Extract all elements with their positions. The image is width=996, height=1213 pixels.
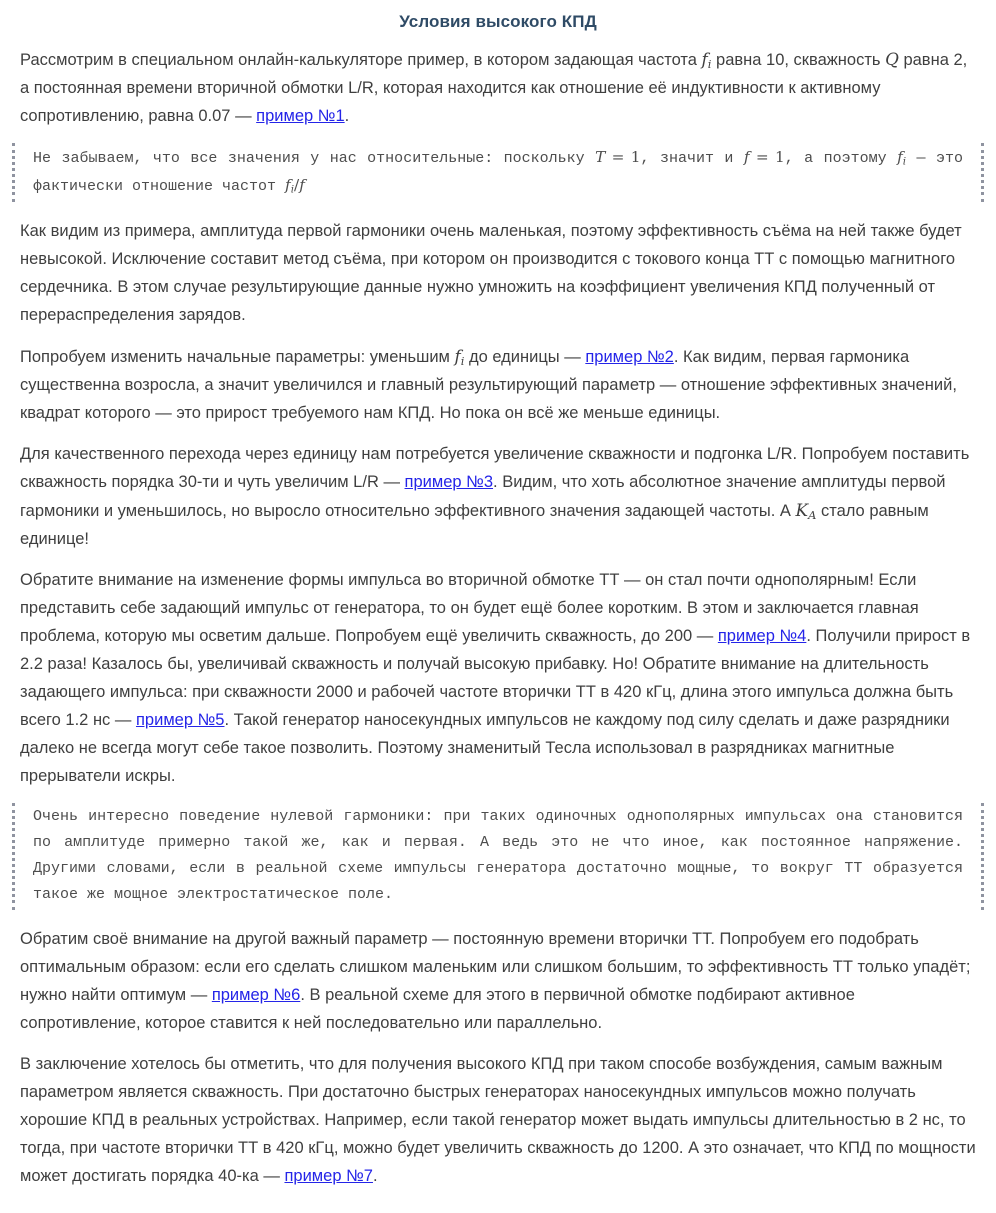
math-inline	[454, 346, 464, 366]
math-subscript: i	[902, 155, 907, 168]
text-run: Рассмотрим в специальном онлайн-калькуляторе пример, в котором задающая частота	[20, 51, 702, 69]
text-run: равна 10, скважность	[711, 51, 886, 69]
math-subscript: i	[460, 353, 465, 368]
text-run: . Как видим, первая гармоника существенна возросла, а значит увеличился и главный результирующий параметр — отношение эффективных значений, квадрат которого — это прирост требуемого нам КПД. Но пока он всё же меньше единицы.	[20, 348, 957, 422]
math-inline	[796, 500, 817, 520]
note-quote	[12, 143, 984, 202]
example-link[interactable]: пример №5	[135, 711, 225, 729]
text-run: Обратим своё внимание на другой важный параметр — постоянную времени вторички ТТ. Попробуем его подобрать оптимальным образом: если его сделать слишком маленьким или слишком большим, то эффективность ТТ только упадёт; нужно найти оптимум —	[20, 930, 971, 1004]
example-link[interactable]: пример №1	[256, 107, 345, 125]
text-run: Очень интересно поведение нулевой гармоники: при таких одиночных однополярных импульсах она становится по амплитуде примерно такой же, как и первая. А ведь это не что иное, как постоянное напряжение. Другими словами, если в реальной схеме импульсы генератора достаточно мощные, то вокруг ТТ образуется такое же мощное электростатическое поле.	[33, 808, 963, 903]
math-inline	[285, 176, 305, 194]
note-quote	[12, 803, 984, 910]
math-symbol: f	[743, 148, 750, 166]
math-symbol: T	[595, 148, 606, 166]
math-inline	[744, 148, 785, 166]
math-symbol: f	[454, 346, 461, 366]
paragraph	[20, 925, 976, 1037]
text-run: Обратите внимание на изменение формы импульса во вторичной обмотке ТТ — он стал почти однополярным! Если представить себе задающий импульс от генератора, то он будет ещё более коротким. В этом и заключается главная проблема, которую мы осветим дальше. Попробуем ещё увеличить скважность, до 200 —	[20, 571, 919, 645]
math-symbol: /	[294, 176, 300, 194]
text-run: — это фактически отношение частот	[33, 150, 963, 195]
math-inline	[897, 148, 906, 166]
text-run: . Видим, что хоть абсолютное значение амплитуды первой гармоники и уменьшилось, но выросло относительно эффективного значения задающей частоты. А	[20, 473, 946, 520]
math-symbol: f	[299, 176, 305, 194]
math-symbol: K	[795, 500, 809, 520]
text-run: В заключение хотелось бы отметить, что для получения высокого КПД при таком способе возбуждения, самым важным параметром является скважность. При достаточно быстрых генераторах наносекундных импульсов можно получать хорошие КПД в реальных устройствах. Например, если такой генератор может выдать импульсы длительностью в 2 нс, то тогда, при частоте вторички ТТ в 420 кГц, можно будет увеличить скважность до 1200. А это означает, что КПД по мощности может достигать порядка 40-ка —	[20, 1055, 976, 1185]
text-run: . Получили прирост в 2.2 раза! Казалось бы, увеличивай скважность и получай высокую прибавку. Но! Обратите внимание на длительность задающего импульса: при скважности 2000 и рабочей частоте вторички ТТ в 420 кГц, длина этого импульса должна быть всего 1.2 нс —	[20, 627, 971, 729]
math-inline	[595, 148, 640, 166]
math-symbol: f	[285, 176, 291, 194]
example-link[interactable]: пример №7	[284, 1167, 373, 1185]
example-link[interactable]: пример №2	[585, 348, 674, 366]
article-content	[20, 45, 976, 1190]
example-link[interactable]: пример №4	[717, 627, 807, 645]
math-symbol: Q	[885, 49, 899, 69]
text-run: . В реальной схеме для этого в первичной обмотке подбирают активное сопротивление, которое ставится к ней последовательно или параллельно.	[20, 986, 855, 1032]
paragraph	[20, 1050, 976, 1190]
text-run: стало равным единице!	[20, 502, 929, 548]
text-run: , значит и	[640, 150, 744, 167]
text-run: .	[372, 1167, 378, 1185]
example-link[interactable]: пример №3	[404, 473, 494, 491]
math-symbol: f	[701, 49, 708, 69]
text-run: , а поэтому	[784, 150, 898, 167]
math-inline	[702, 49, 712, 69]
text-run: до единицы —	[464, 348, 586, 366]
text-run: Не забываем, что все значения у нас относительные: поскольку	[33, 150, 596, 167]
page-title: Условия высокого КПД	[399, 12, 597, 31]
math-subscript: i	[290, 183, 295, 196]
example-link[interactable]: пример №6	[211, 986, 301, 1004]
text-run: Для качественного перехода через единицу нам потребуется увеличение скважности и подгонка L/R. Попробуем поставить скважность порядка 30-ти и чуть увеличим L/R —	[20, 445, 970, 491]
math-symbol: = 1	[605, 148, 641, 166]
paragraph	[20, 440, 976, 553]
math-symbol: f	[897, 148, 903, 166]
math-inline	[885, 49, 899, 69]
math-subscript: i	[707, 56, 712, 71]
text-run: равна 2, а постоянная времени вторичной обмотки L/R, которая находится как отношение её индуктивности к активному сопротивлению, равна 0.07 —	[20, 51, 968, 125]
text-run: .	[344, 107, 350, 125]
paragraph	[20, 45, 976, 130]
text-run: Как видим из примера, амплитуда первой гармоники очень маленькая, поэтому эффективность съёма на ней также будет невысокой. Исключение составит метод съёма, при котором он производится с токового конца ТТ с помощью магнитного сердечника. В этом случае результирующие данные нужно умножить на коэффициент увеличения КПД полученный от перераспределения зарядов.	[20, 222, 962, 324]
paragraph	[20, 342, 976, 427]
paragraph	[20, 217, 976, 329]
paragraph	[20, 566, 976, 790]
text-run: Попробуем изменить начальные параметры: уменьшим	[20, 348, 455, 366]
math-subscript: A	[808, 507, 817, 522]
math-symbol: = 1	[749, 148, 785, 166]
text-run: . Такой генератор наносекундных импульсов не каждому под силу сделать и даже разрядники далеко не всегда могут себе такое позволить. Поэтому знаменитый Тесла использовал в разрядниках магнитные прерыватели искры.	[20, 711, 950, 785]
